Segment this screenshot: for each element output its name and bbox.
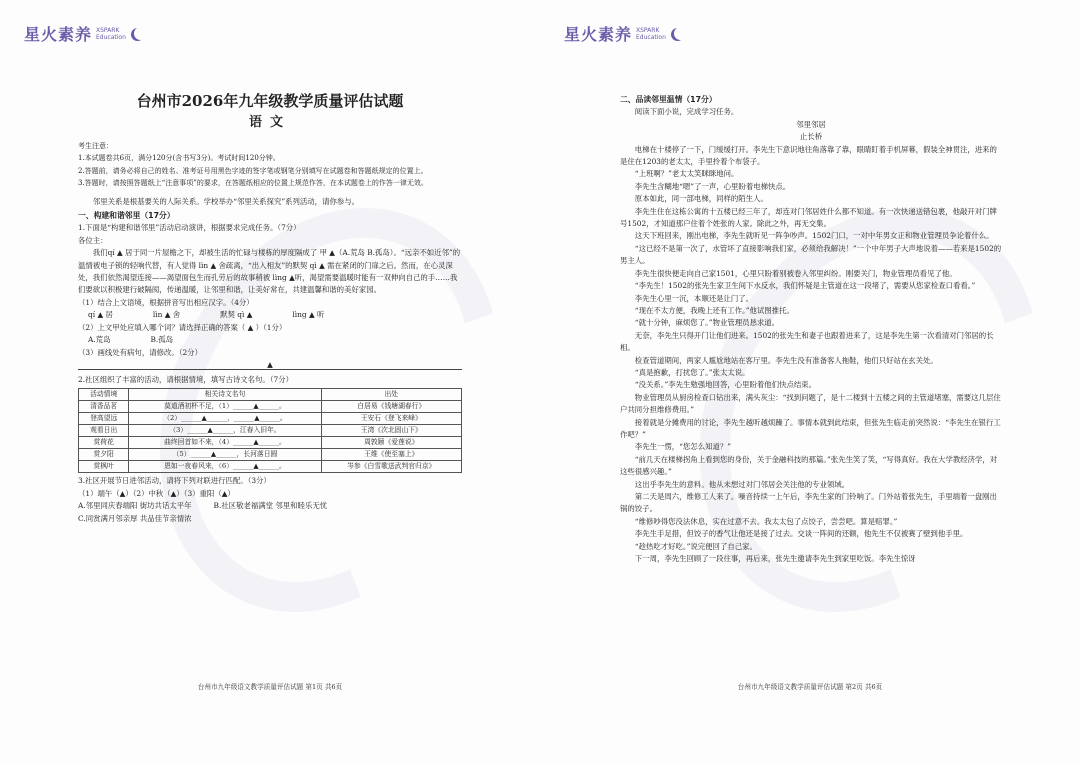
notice-line: 3.答题时，请按照答题纸上“注意事项”的要求，在答题纸相应的位置上规范作答，在本试题卷上的作答一律无效。 [78,179,428,188]
story-paragraph: “维修吵得您没法休息，实在过意不去。我太太包了点饺子，尝尝吧。算是赔罪。” [634,516,898,526]
story-title: 邻里邻居 [796,119,826,129]
poem-blank[interactable]: （3）______▲______，江春入旧年。 [129,425,321,437]
intro-text: 邻里关系是根基要关的人际关系。学校举办“邻里关系探究”系列活动，请你参与。 [92,196,360,206]
story-paragraph: 物业管理员从厨房检查口钻出来，满头灰尘：“找到问题了，是十二楼到十五楼之间的主管道堵塞，需要这几层住户共同分担维修费用。” [620,392,1001,415]
q3-blanks[interactable]: （1）端午（▲）（2）中秋（▲）（3）重阳（▲） [78,488,235,498]
story-paragraph: “没关系。”李先生勉强地回答，心里盼着他们快点结束。 [634,380,817,390]
story-paragraph: 第二天是周六，维修工人来了。噪音持续一上午后，李先生家的门铃响了。门外站着张先生，手里端着一盘刚出锅的饺子。 [620,492,997,514]
section-1-heading: 一、构建和谐邻里（17分） [78,211,175,221]
section-2-heading: 二、品读邻里温情（17分） [620,95,717,104]
table-row: 观看日出 （3）______▲______，江春入旧年。 王湾《次北固山下》 [79,425,462,437]
poem-blank[interactable]: 曲终回首如不来，（4）______▲______。 [129,437,321,449]
exam-subject: 语文 [248,115,291,130]
story-paragraph: 李先生心里一沉，本顺还是让门了。 [634,293,754,303]
couplet-b: B.社区敬老福满堂 邻里和睦乐无忧 [213,501,328,511]
moon-icon [134,27,147,40]
question-3: 3.社区开展节日进邻活动，请将下列对联进行匹配。（3分） [78,476,271,486]
story-paragraph: “现在不太方便，我晚上还有工作。”他试图推托。 [634,305,794,315]
moon-icon [674,27,687,40]
question-1-1: （1）结合上文语境，根据拼音写出相应汉字。（4分） [78,297,254,307]
col-header: 活动情境 [79,389,129,401]
table-row: 赏夕阳 （5）______▲______，长河落日圆 王维《使至塞上》 [79,449,462,461]
table-row: 赏枫叶 恩如一夜春风来，（6）______▲______。 岑参《白雪歌送武判官归京》 [79,461,462,473]
greeting: 各位主： [78,235,108,245]
couplet-c: C.同赏满月邻亲厚 共品佳节亲情浓 [78,513,192,523]
story-paragraph: 无奈，李先生只得开门让他们进来。1502的张先生和妻子也跟着进来了，这是李先生第一次看清对门邻居的长相。 [620,330,994,353]
story-paragraph: 这天下班回来，刚出电梯，李先生就听见一阵争吵声。1502门口，一对中年男女正和物业管理员争论着什么。 [634,231,994,241]
story-paragraph: “这已经不是第一次了，水管坏了直接影响我们家，必须给我解决！”一个中年男子大声地说着——若来是1502的男主人。 [620,243,1002,266]
brand-en: XSPARK [636,26,660,34]
pinyin-blank[interactable]: 默契 qì ▲ [220,310,253,320]
question-1-3: （3）画线处有病句，请修改。（2分） [78,347,202,357]
table-header [79,389,462,401]
story-paragraph: “上班啊？”老太太笑眯眯地问。 [634,169,739,179]
poem-blank[interactable]: 莫道酒初杯不足，（1）______▲______。 [129,401,321,413]
option-b[interactable]: B.孤岛 [150,335,174,345]
story-paragraph: 李先生一愣，“您怎么知道？” [634,442,732,452]
couplet-a: A.邻里同庆春端阳 街坊共话太平年 [78,501,192,511]
pinyin-blank[interactable]: qí ▲ 居 [88,310,113,320]
story-paragraph: “趁热吃才好吃。”说完便回了自己家。 [634,541,757,551]
story-paragraph: 接着就是分摊费用的讨论，李先生越听越烦躁了。事情本就到此结束，但张先生临走前突然说：“李先生在银行工作吧？” [620,417,1001,439]
notice-line: 1.本试题卷共6页，满分120分(含书写3分)。考试时间120分钟。 [78,154,280,163]
page-footer: 台州市九年级语文教学质量评估试题 第2页 共6页 [737,683,883,691]
pinyin-blank[interactable]: lìn ▲ 舍 [152,310,181,320]
story-paragraph: “真是抱歉，打扰您了。”张太太说。 [634,367,750,377]
exam-title: 台州市2026年九年级教学质量评估试题 [136,92,404,110]
brand-logo [564,22,687,45]
story-paragraph: 李先生手足措，但饺子的香气让他还是接了过去。交谈一阵间的还额，他先生不仅被赛了壁到他手里。 [634,529,968,539]
poem-blank[interactable]: （5）______▲______，长河落日圆 [129,449,321,461]
story-paragraph: “李先生！1502的张先生家卫生间下水反水，我们怀疑是主管道在这一段堵了，需要从您家检查口看看。” [634,281,976,291]
brand-name: 星火素养 [564,25,633,44]
question-2: 2.社区组织了丰富的活动，请根据情境，填写古诗文名句。（7分） [78,374,293,384]
question-1: 1.下面是“构建和谐邻里”活动启动演讲，根据要求完成任务。（7分） [78,223,301,233]
option-a[interactable]: A.荒岛 [88,335,111,345]
pinyin-row [78,309,462,321]
reading-lead: 阅读下面小说，完成学习任务。 [634,107,739,117]
story-paragraph: “就十分钟，麻烦您了。”物业管理员恳求道。 [634,318,780,328]
table-row: 赏荷花 曲终回首如不来，（4）______▲______。 周敦颐《爱莲说》 [79,437,462,449]
story-paragraph: 李先生住在这栋公寓的十五楼已经三年了，却连对门邻居姓什么都不知道。有一次快递送错包裹，他敲开对门牌号1502，才知道那户住着个姓张的人家。除此之外，再无交集。 [620,206,997,229]
poem-table [78,388,462,473]
story-body [620,144,1002,566]
story-author: 止长桥 [799,132,823,142]
col-header: 出处 [321,389,461,401]
page-2 [540,0,1080,763]
brand-en: XSPARK [96,26,120,34]
poem-blank[interactable]: 恩如一夜春风来，（6）______▲______。 [129,461,321,473]
story-paragraph: 李先生很快便走向自己家1501，心里只盼着别被卷入邻里纠纷。刚要关门，物业管理员看见了他。 [634,268,957,278]
poem-blank[interactable]: （2）______▲______，______▲______。 [129,413,321,425]
brand-name: 星火素养 [24,25,93,44]
brand-en-sub: Education [636,33,666,41]
story-paragraph: 李先生含糊地“嗯”了一声，心里盼着电梯快点。 [634,181,791,191]
brand-en-sub: Education [96,33,126,41]
speech-paragraph: 我们qí ▲ 居于同一片屋檐之下，却被生活的忙碌与楼栋的厚度隔成了 甲 ▲（A.荒岛 B.孤岛）。“远亲不如近邻”的温情被电子锁的轻响代替，有人觉得 lìn ▲ 舍疏离，“出入相友”的默契 qì ▲ 需在紧闭的门扉之后。然而，在心灵深处，我们依然渴望连接——渴望面包生而孔劳后的故事稍被 lìng ▲听，渴望需要温暖时能有一双伸向自己的手……我们要欲以积极建行破隔阂，传递温暖，让邻里和谐，让美好常在，共建温馨和谐的美好家园。 [78,248,461,295]
story-paragraph: 下一周，李先生回顾了一段往事，再后来，张先生邀请李先生到家里吃饭。李先生惊讶 [634,554,916,564]
notice-line: 2.答题前，请务必将自己的姓名、准考证号用黑色字迹的签字笔或钢笔分别填写在试题卷和答题纸规定的位置上。 [78,166,428,175]
story-paragraph: 原本如此，同一部电梯，同样的陌生人。 [634,194,768,204]
story-paragraph: 检查管道期间，两家人尴尬地站在客厅里。李先生没有准备客人拖鞋，他们只好站在玄关处。 [634,355,938,365]
table-row: 清香品茗 莫道酒初杯不足，（1）______▲______。 白居易《钱塘湖春行》 [79,401,462,413]
table-row: 登高望远 （2）______▲______，______▲______。 王安石《登飞来峰》 [79,413,462,425]
answer-line[interactable]: ▲ [78,359,462,370]
col-header: 相关诗文名句 [129,389,321,401]
notice-line: 考生注意： [78,142,113,150]
page-footer: 台州市九年级语文教学质量评估试题 第1页 共6页 [197,683,343,691]
question-1-2: （2）上文甲处应填入哪个词？请选择正确的答案（ ▲ ）（1分） [78,322,287,332]
brand-logo [24,22,147,45]
story-paragraph: “前几天在楼梯拐角上看到您的身份，关于金融科技的那篇。”张先生笑了笑，“写得真好。我在大学教经济学，对这些很感兴趣。” [620,454,998,477]
story-paragraph: 这出乎李先生的意料。他从未想过对门邻居会关注他的专业领域。 [634,479,850,489]
q1-2-options [78,334,462,346]
pinyin-blank[interactable]: lìng ▲ 听 [292,310,325,320]
story-paragraph: 电梯在十楼停了一下，门缓缓打开。李先生下意识地往角落靠了靠，眼睛盯着手机屏幕，假装全神贯注，进来的是住在1203的老太太，手里拎着个布袋子。 [620,144,997,167]
